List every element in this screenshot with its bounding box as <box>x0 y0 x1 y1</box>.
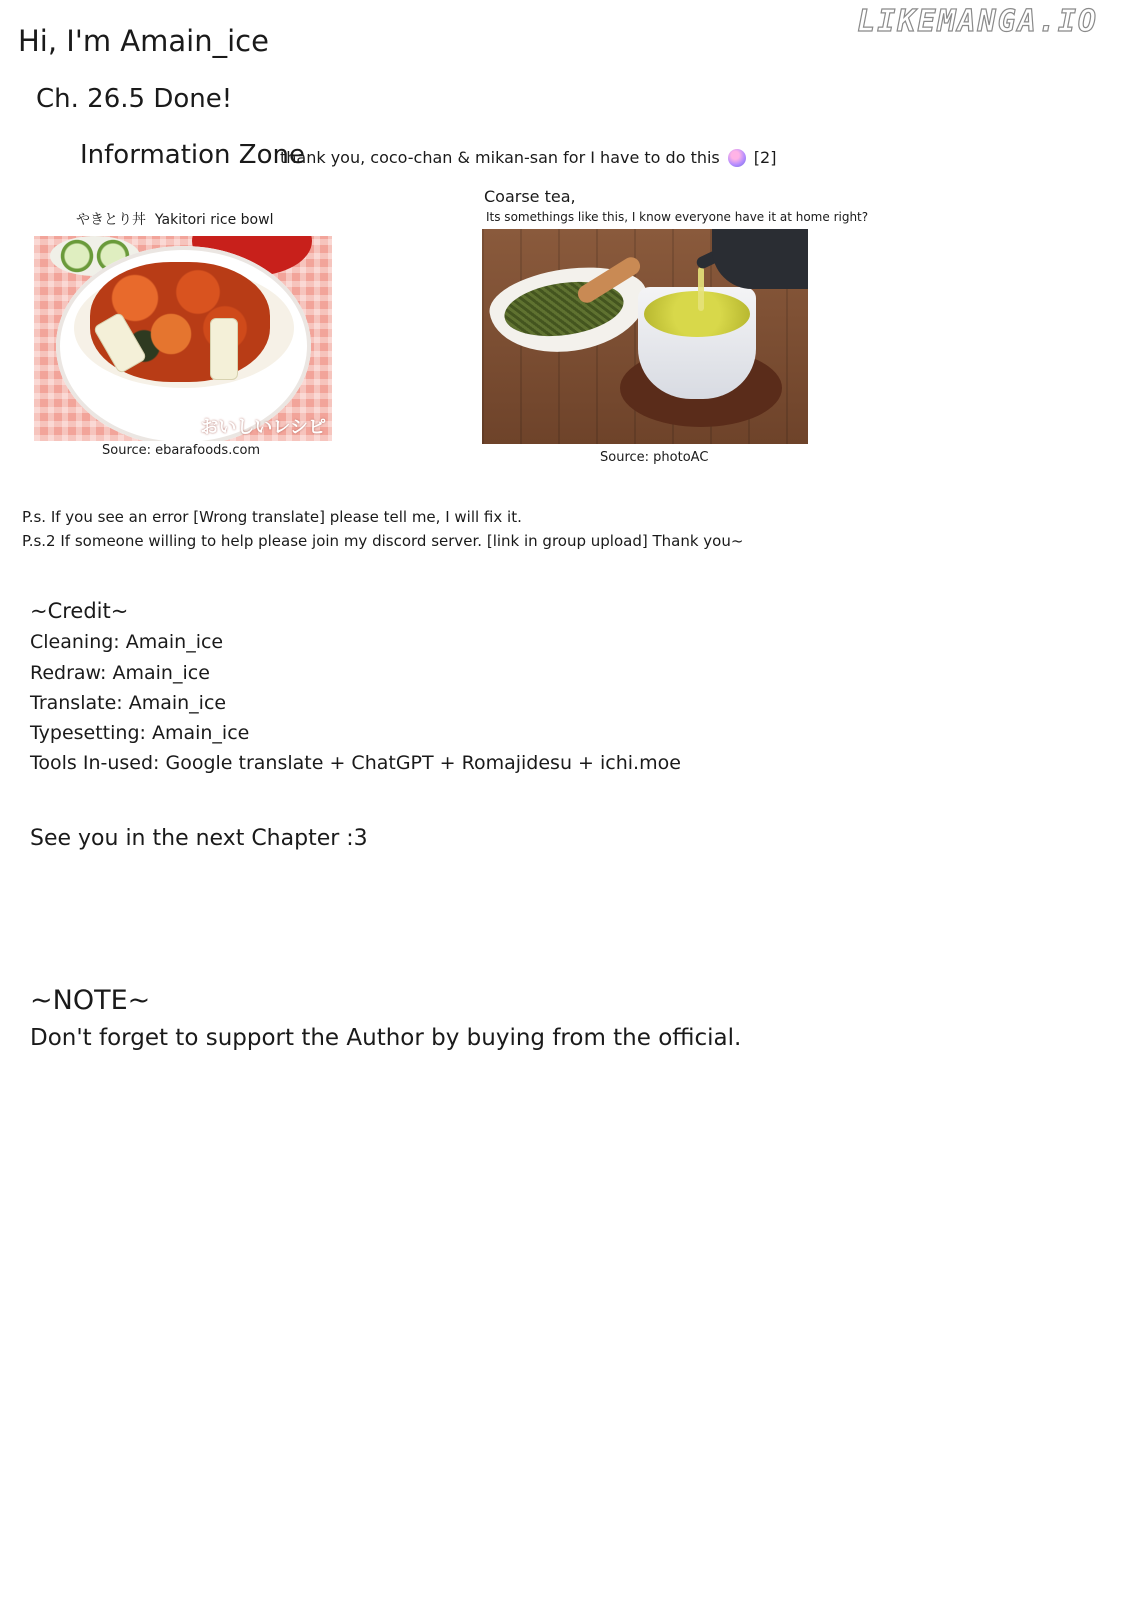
recipe-logo: おいしいレシピ <box>200 417 326 438</box>
ps-line: P.s.2 If someone willing to help please join my discord server. [link in group upload] Thank you~ <box>22 532 744 550</box>
greeting-heading: Hi, I'm Amain_ice <box>18 24 269 58</box>
teapot-shape <box>712 229 808 289</box>
tea-stream-shape <box>698 267 704 311</box>
tea-subtitle: Its somethings like this, I know everyone have it at home right? <box>486 210 869 224</box>
tea-title: Coarse tea, <box>484 187 576 206</box>
note-title: ~NOTE~ <box>30 985 151 1016</box>
note-body: Don't forget to support the Author by buying from the official. <box>30 1025 742 1051</box>
yakitori-label-en: Yakitori rice bowl <box>154 212 274 228</box>
tea-liquid-shape <box>644 291 750 337</box>
tea-source: Source: photoAC <box>600 450 709 465</box>
closing-message: See you in the next Chapter :3 <box>30 826 368 851</box>
credit-line-redraw: Redraw: Amain_ice <box>30 662 210 684</box>
green-tea-image <box>482 229 808 444</box>
credit-line-translate: Translate: Amain_ice <box>30 692 227 714</box>
crying-face-icon <box>728 149 746 167</box>
credit-line-typesetting: Typesetting: Amain_ice <box>30 722 250 744</box>
information-zone-note <box>280 148 776 167</box>
site-watermark: LIKEMANGA.IO <box>857 4 1098 39</box>
thanks-text: thank you, coco-chan & mikan-san for I have to do this <box>280 148 720 167</box>
yakitori-rice-bowl-image <box>34 236 332 441</box>
chapter-status: Ch. 26.5 Done! <box>36 84 233 114</box>
info-index: [2] <box>753 148 777 167</box>
ps-line: P.s. If you see an error [Wrong translate] please tell me, I will fix it. <box>22 508 522 526</box>
credit-title: ~Credit~ <box>30 599 129 623</box>
yakitori-label <box>76 209 273 229</box>
information-zone-title: Information Zone <box>80 140 305 170</box>
yakitori-label-jp: やきとり丼 <box>76 212 146 228</box>
leek-shape <box>210 318 238 380</box>
credit-line-cleaning: Cleaning: Amain_ice <box>30 631 224 653</box>
credit-line-tools: Tools In-used: Google translate + ChatGPT + Romajidesu + ichi.moe <box>30 752 681 774</box>
yakitori-source: Source: ebarafoods.com <box>102 443 261 458</box>
